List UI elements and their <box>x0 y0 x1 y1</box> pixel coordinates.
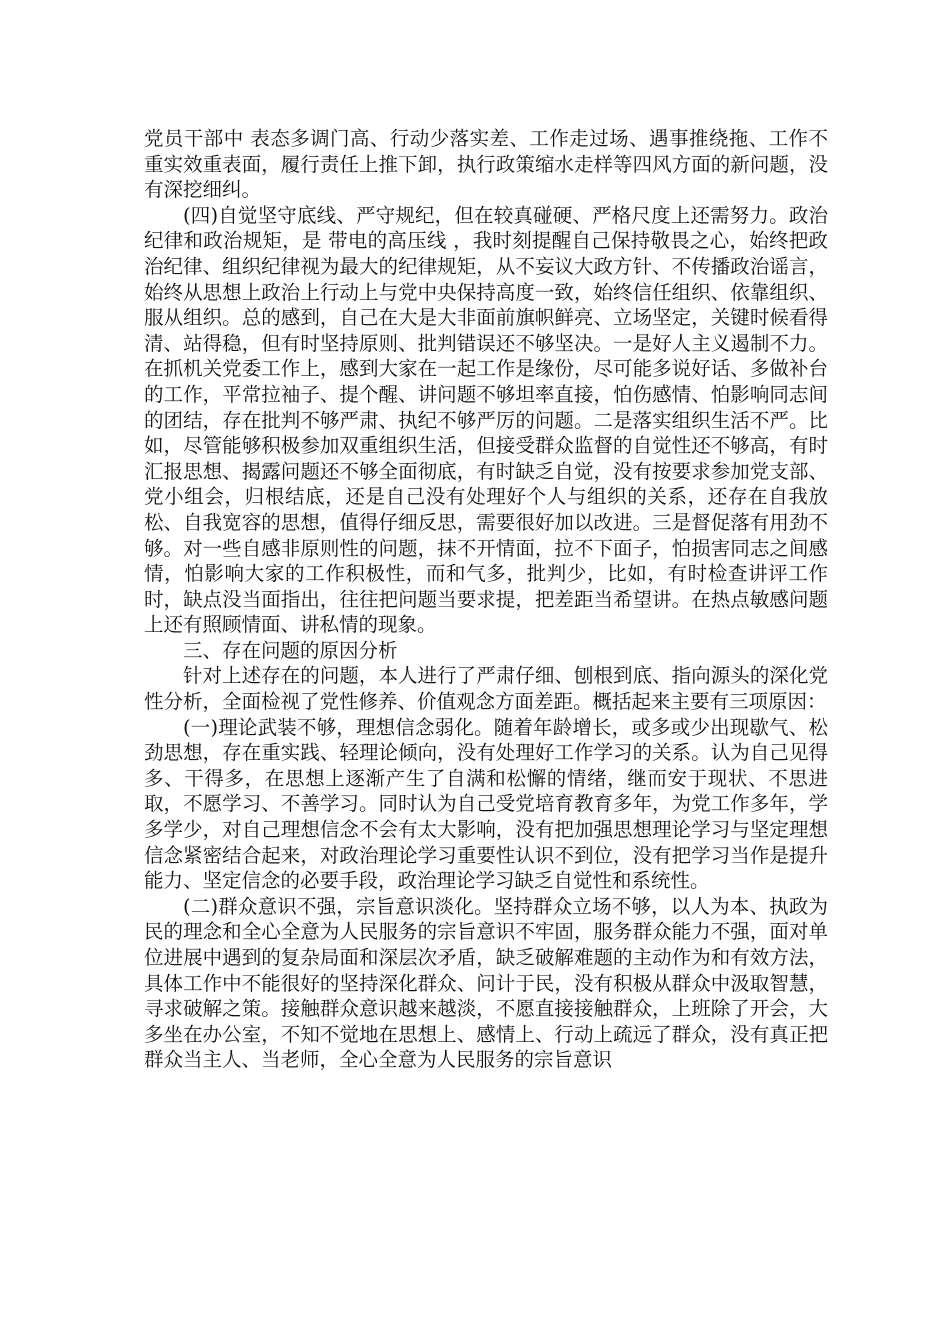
paragraph-continuation: 党员干部中 表态多调门高、行动少落实差、工作走过场、遇事推绕拖、工作不重实效重表面，履行责任上推下卸，执行政策缩水走样等四风方面的新问题，没有深挖细纠。 <box>144 127 828 202</box>
paragraph-cause-two: (二)群众意识不强，宗旨意识淡化。坚持群众立场不够，以人为本、执政为民的理念和全心全意为人民服务的宗旨意识不牢固，服务群众能力不强，面对单位进展中遇到的复杂局面和深层次矛盾，缺乏破解难题的主动作为和有效方法，具体工作中不能很好的坚持深化群众、问计于民，没有积极从群众中汲取智慧，寻求破解之策。接触群众意识越来越淡，不愿直接接触群众，上班除了开会，大多坐在办公室，不知不觉地在思想上、感情上、行动上疏远了群众，没有真正把群众当主人、当老师，全心全意为人民服务的宗旨意识 <box>144 894 828 1072</box>
document-page <box>144 126 828 1073</box>
paragraph-section-four: (四)自觉坚守底线、严守规纪，但在较真碰硬、严格尺度上还需努力。政治纪律和政治规矩，是 带电的高压线 ，我时刻提醒自己保持敬畏之心，始终把政治纪律、组织纪律视为最大的纪律规矩，从不妄议大政方针、不传播政治谣言，始终从思想上政治上行动上与党中央保持高度一致，始终信任组织、依靠组织、服从组织。总的感到，自己在大是大非面前旗帜鲜亮、立场坚定，关键时候看得清、站得稳，但有时坚持原则、批判错误还不够坚决。一是好人主义遏制不力。在抓机关党委工作上，感到大家在一起工作是缘份，尽可能多说好话、多做补台的工作，平常拉袖子、提个醒、讲问题不够坦率直接，怕伤感情、怕影响同志间的团结，存在批判不够严肃、执纪不够严厉的问题。二是落实组织生活不严。比如，尽管能够积极参加双重组织生活，但接受群众监督的自觉性还不够高，有时汇报思想、揭露问题还不够全面彻底，有时缺乏自觉，没有按要求参加党支部、党小组会，归根结底，还是自己没有处理好个人与组织的关系，还存在自我放松、自我宽容的思想，值得仔细反思，需要很好加以改进。三是督促落有用劲不够。对一些自感非原则性的问题，抹不开情面，拉不下面子，怕损害同志之间感情，怕影响大家的工作积极性，而和气多，批判少，比如，有时检查讲评工作时，缺点没当面指出，往往把问题当要求提，把差距当希望讲。在热点敏感问题上还有照顾情面、讲私情的现象。 <box>144 203 828 637</box>
paragraph-analysis-intro: 针对上述存在的问题，本人进行了严肃仔细、刨根到底、指向源头的深化党性分析，全面检视了党性修养、价值观念方面差距。概括起来主要有三项原因： <box>144 664 828 714</box>
paragraph-cause-one: (一)理论武装不够，理想信念弱化。随着年龄增长，或多或少出现歇气、松劲思想，存在重实践、轻理论倾向，没有处理好工作学习的关系。认为自己见得多、干得多，在思想上逐渐产生了自满和松懈的情绪，继而安于现状、不思进取，不愿学习、不善学习。同时认为自己受党培育教育多年，为党工作多年，学多学少，对自己理想信念不会有太大影响，没有把加强思想理论学习与坚定理想信念紧密结合起来，对政治理论学习重要性认识不到位，没有把学习当作是提升能力、坚定信念的必要手段，政治理论学习缺乏自觉性和系统性。 <box>144 715 828 893</box>
section-heading-cause-analysis: 三、存在问题的原因分析 <box>183 638 398 662</box>
